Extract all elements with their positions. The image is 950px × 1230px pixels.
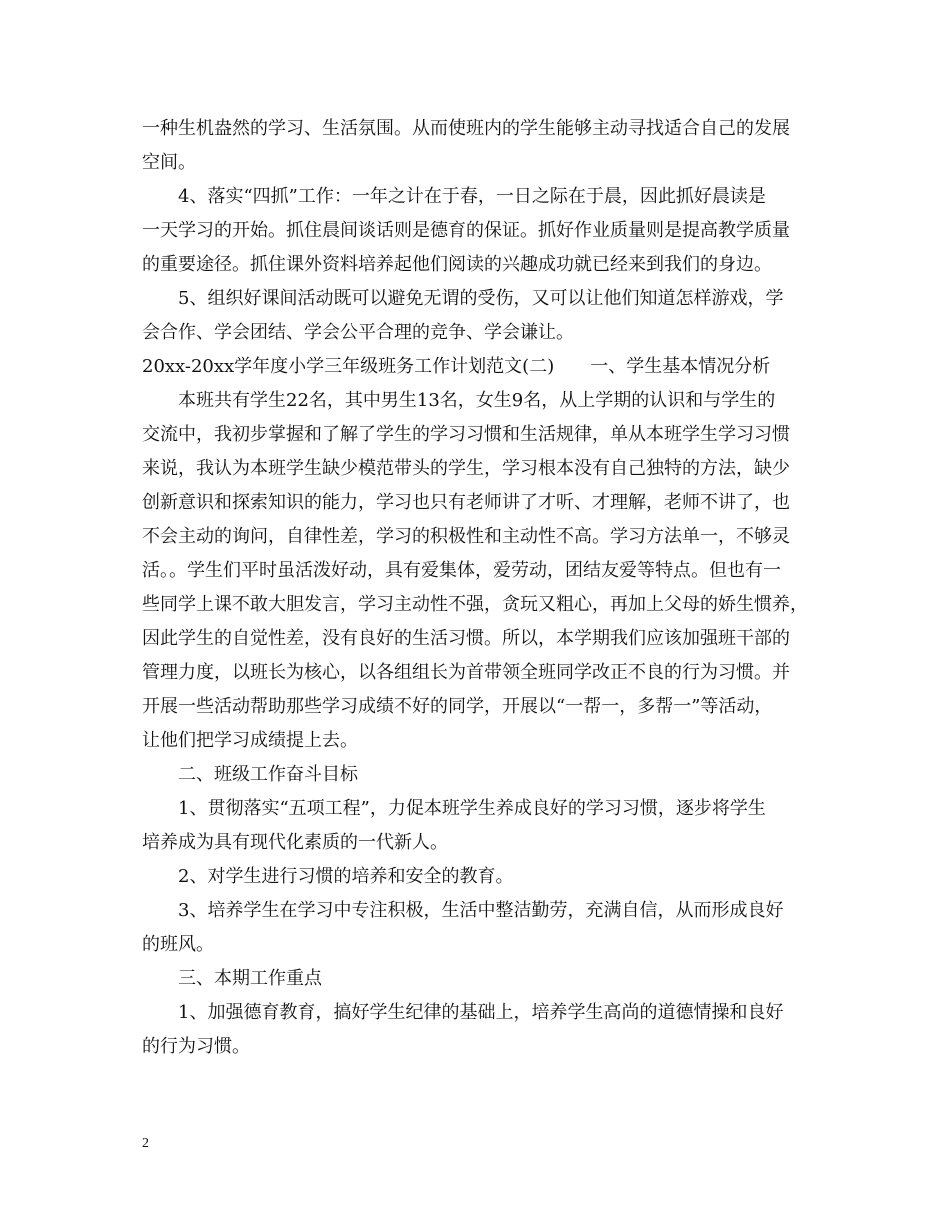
text-line: 因此学生的自觉性差，没有良好的生活习惯。所以，本学期我们应该加强班干部的	[142, 628, 790, 649]
text-line: 来说，我认为本班学生缺少模范带头的学生，学习根本没有自己独特的方法，缺少	[142, 458, 790, 479]
text-line: 5、组织好课间活动既可以避免无谓的受伤，又可以让他们知道怎样游戏，学	[178, 288, 784, 309]
text-line: 的重要途径。抓住课外资料培养起他们阅读的兴趣成功就已经来到我们的身边。	[142, 254, 772, 275]
text-line: 不会主动的询问，自律性差，学习的积极性和主动性不高。学习方法单一，不够灵	[142, 526, 790, 547]
text-line: 交流中，我初步掌握和了解了学生的学习习惯和生活规律，单从本班学生学习习惯	[142, 424, 790, 445]
page-number: 2	[142, 1136, 149, 1151]
text-line: 3、培养学生在学习中专注积极，生活中整洁勤劳，充满自信，从而形成良好	[178, 900, 784, 921]
text-line: 开展一些活动帮助那些学习成绩不好的同学，开展以“一帮一，多帮一”等活动，	[142, 696, 773, 717]
text-line: 2、对学生进行习惯的培养和安全的教育。	[178, 866, 514, 887]
text-line: 本班共有学生22名，其中男生13名，女生9名，从上学期的认识和与学生的	[178, 390, 776, 411]
document-body	[142, 112, 812, 1064]
section-title-line: 20xx-20xx学年度小学三年级班务工作计划范文(二) 一、学生基本情况分析	[142, 356, 771, 377]
text-line: 4、落实“四抓”工作：一年之计在于春，一日之际在于晨，因此抓好晨读是	[178, 186, 766, 207]
text-line: 空间。	[142, 152, 196, 173]
text-line: 一天学习的开始。抓住晨间谈话则是德育的保证。抓好作业质量则是提高教学质量	[142, 220, 790, 241]
text-line: 让他们把学习成绩提上去。	[142, 730, 358, 751]
text-line: 会合作、学会团结、学会公平合理的竞争、学会谦让。	[142, 322, 574, 343]
text-line: 的行为习惯。	[142, 1036, 250, 1057]
text-line: 创新意识和探索知识的能力，学习也只有老师讲了才听、才理解，老师不讲了，也	[142, 492, 790, 513]
text-line: 的班风。	[142, 934, 214, 955]
section-heading: 二、班级工作奋斗目标	[178, 764, 358, 785]
text-line: 培养成为具有现代化素质的一代新人。	[142, 832, 448, 853]
text-line: 1、加强德育教育，搞好学生纪律的基础上，培养学生高尚的道德情操和良好	[178, 1002, 784, 1023]
text-line: 些同学上课不敢大胆发言，学习主动性不强，贪玩又粗心，再加上父母的娇生惯养，	[142, 594, 808, 615]
text-line: 1、贯彻落实“五项工程”，力促本班学生养成良好的学习习惯，逐步将学生	[178, 798, 766, 819]
text-line: 一种生机盎然的学习、生活氛围。从而使班内的学生能够主动寻找适合自己的发展	[142, 118, 790, 139]
text-line: 活。。学生们平时虽活泼好动，具有爱集体，爱劳动，团结友爱等特点。但也有一	[142, 560, 781, 581]
text-line: 管理力度，以班长为核心，以各组组长为首带领全班同学改正不良的行为习惯。并	[142, 662, 790, 683]
section-heading: 三、本期工作重点	[178, 968, 322, 989]
